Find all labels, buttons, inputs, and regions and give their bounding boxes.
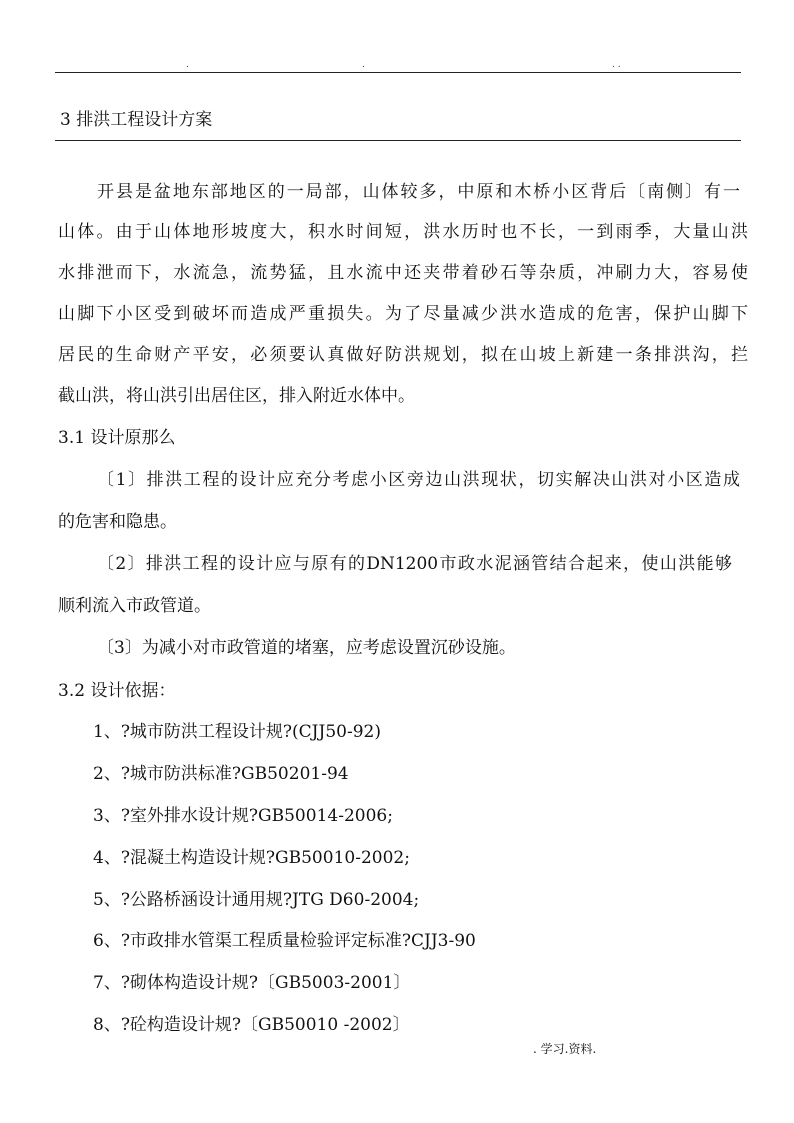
- footer-note: . 学习.资料.: [533, 1042, 597, 1056]
- principle-line: 的危害和隐患。: [58, 512, 177, 532]
- principle-line: 〔2〕排洪工程的设计应与原有的DN1200市政水泥涵管结合起来，使山洪能够: [97, 554, 732, 574]
- basis-item: 3、?室外排水设计规?GB50014-2006;: [93, 806, 393, 826]
- basis-item: 8、?砼构造设计规?〔GB50010 -2002〕: [93, 1015, 410, 1035]
- intro-line: 截山洪，将山洪引出居住区，排入附近水体中。: [58, 386, 415, 406]
- section-title: 3 排洪工程设计方案: [60, 110, 213, 130]
- principle-line: 〔3〕为减小对市政管道的堵塞，应考虑设置沉砂设施。: [97, 638, 516, 658]
- intro-line: 开县是盆地东部地区的一局部，山体较多，中原和木桥小区背后〔南侧〕有一: [97, 182, 740, 202]
- subsection-title: 3.1 设计原那么: [58, 428, 176, 448]
- basis-item: 4、?混凝土构造设计规?GB50010-2002;: [93, 848, 410, 868]
- intro-line: 居民的生命财产平安，必须要认真做好防洪规划，拟在山坡上新建一条排洪沟，拦: [58, 345, 748, 365]
- intro-line: 山体。由于山体地形坡度大，积水时间短，洪水历时也不长，一到雨季，大量山洪: [58, 222, 748, 242]
- header-dot: .: [362, 60, 365, 70]
- basis-item: 2、?城市防洪标准?GB50201-94: [93, 764, 349, 784]
- intro-line: 水排泄而下，水流急，流势猛，且水流中还夹带着砂石等杂质，冲刷力大，容易使: [58, 263, 748, 283]
- header-dot: .: [186, 60, 189, 70]
- subsection-title: 3.2 设计依据：: [58, 681, 176, 701]
- principle-line: 顺利流入市政管道。: [58, 596, 211, 616]
- header-rule: [55, 72, 741, 73]
- intro-line: 山脚下小区受到破坏而造成严重损失。为了尽量减少洪水造成的危害，保护山脚下: [58, 304, 748, 324]
- section-rule: [55, 140, 741, 141]
- basis-item: 7、?砌体构造设计规?〔GB5003-2001〕: [93, 973, 411, 993]
- header-dot: . .: [612, 60, 621, 70]
- basis-item: 6、?市政排水管渠工程质量检验评定标准?CJJ3-90: [93, 931, 476, 951]
- basis-item: 5、?公路桥涵设计通用规?JTG D60-2004;: [93, 890, 420, 910]
- basis-item: 1、?城市防洪工程设计规?(CJJ50-92): [93, 722, 381, 742]
- principle-line: 〔1〕排洪工程的设计应充分考虑小区旁边山洪现状，切实解决山洪对小区造成: [97, 470, 740, 490]
